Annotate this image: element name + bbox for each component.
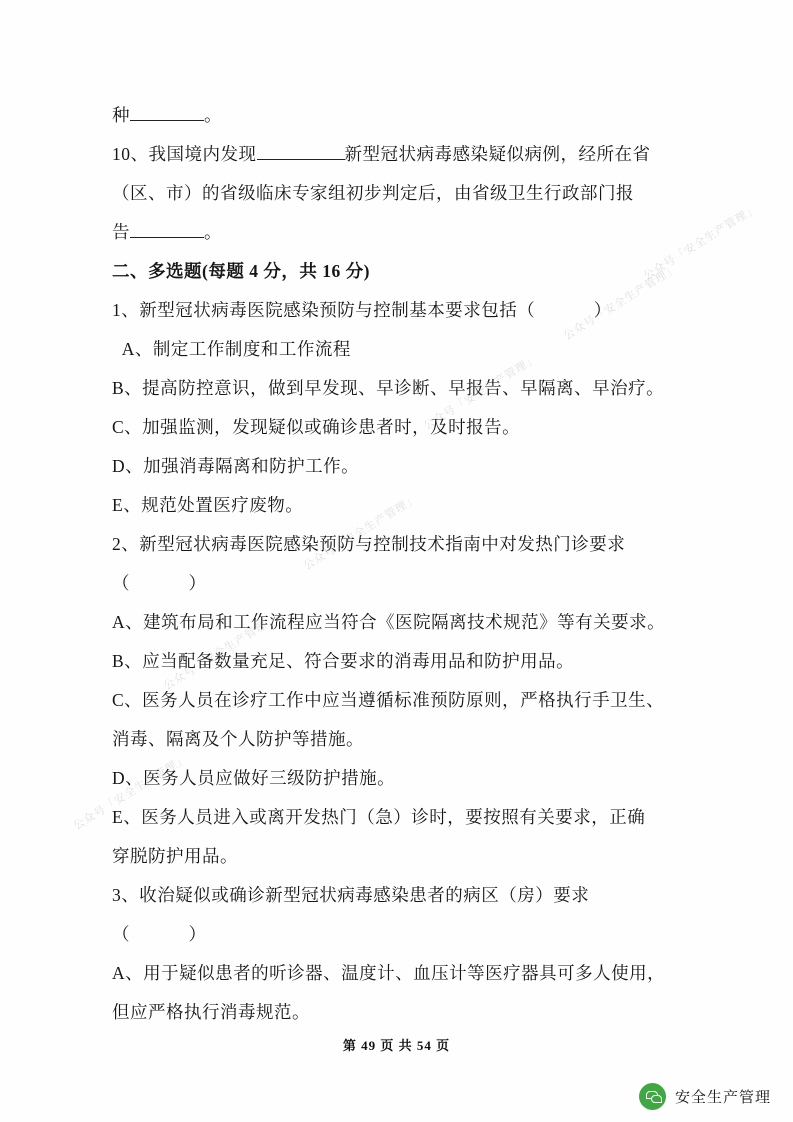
page-footer: 第 49 页 共 54 页: [342, 1038, 451, 1053]
question-line-cont: （ ）: [112, 573, 207, 593]
option-line: C、医务人员在诊疗工作中应当遵循标准预防原则，严格执行手卫生、: [112, 690, 665, 710]
watermark: 公众号「安全生产管理」: [561, 262, 680, 343]
brand-bar: [0, 1075, 793, 1122]
question-line: 3、收治疑似或确诊新型冠状病毒感染患者的病区（房）要求: [112, 885, 590, 905]
watermark: 公众号「安全生产管理」: [641, 202, 760, 283]
option-line-cont: 但应严格执行消毒规范。: [112, 1002, 310, 1022]
wechat-logo-icon: [639, 1083, 666, 1110]
option-line: E、规范处置医疗废物。: [112, 495, 304, 515]
line-text: 告: [112, 222, 130, 242]
option-line: E、医务人员进入或离开发热门（急）诊时，要按照有关要求，正确: [112, 807, 646, 827]
fill-blank: [257, 159, 345, 160]
option-line: A、制定工作制度和工作流程: [112, 339, 351, 359]
option-line: A、建筑布局和工作流程应当符合《医院隔离技术规范》等有关要求。: [112, 612, 666, 632]
question-line: 2、新型冠状病毒医院感染预防与控制技术指南中对发热门诊要求: [112, 534, 626, 554]
watermark: 公众号「安全生产管理」: [421, 352, 540, 433]
line-text: 种: [112, 105, 130, 125]
text-line: [112, 135, 682, 174]
section-heading: 二、多选题(每题 4 分，共 16 分): [112, 261, 370, 281]
option-line: A、用于疑似患者的听诊器、温度计、血压计等医疗器具可多人使用，: [112, 963, 666, 983]
watermark: 公众号「安全生产管理」: [71, 752, 190, 833]
line-suffix: 。: [204, 105, 222, 125]
line-text: 10、我国境内发现: [112, 144, 257, 164]
text-line: （区、市）的省级临床专家组初步判定后，由省级卫生行政部门报: [112, 183, 634, 203]
fill-blank: [130, 237, 204, 238]
option-line-cont: 穿脱防护用品。: [112, 846, 238, 866]
question-line-cont: （ ）: [112, 924, 207, 944]
option-line: C、加强监测，发现疑似或确诊患者时，及时报告。: [112, 417, 521, 437]
line-suffix: 新型冠状病毒感染疑似病例，经所在省: [344, 144, 651, 164]
option-line: D、加强消毒隔离和防护工作。: [112, 456, 360, 476]
option-line: D、医务人员应做好三级防护措施。: [112, 768, 396, 788]
option-line-cont: 消毒、隔离及个人防护等措施。: [112, 729, 364, 749]
watermark: 公众号「安全生产管理」: [301, 492, 420, 573]
fill-blank: [130, 120, 204, 121]
line-suffix: 。: [204, 222, 222, 242]
text-line: [112, 213, 682, 252]
watermark: 公众号「安全生产管理」: [161, 612, 280, 693]
question-line: 1、新型冠状病毒医院感染预防与控制基本要求包括（ ）: [112, 300, 612, 320]
brand-name: 安全生产管理: [674, 1089, 771, 1106]
option-line: B、应当配备数量充足、符合要求的消毒用品和防护用品。: [112, 651, 575, 671]
text-line: [112, 96, 682, 135]
option-line: B、提高防控意识，做到早发现、早诊断、早报告、早隔离、早治疗。: [112, 378, 665, 398]
document-body: [112, 96, 682, 1032]
brand-block: [639, 1083, 771, 1110]
